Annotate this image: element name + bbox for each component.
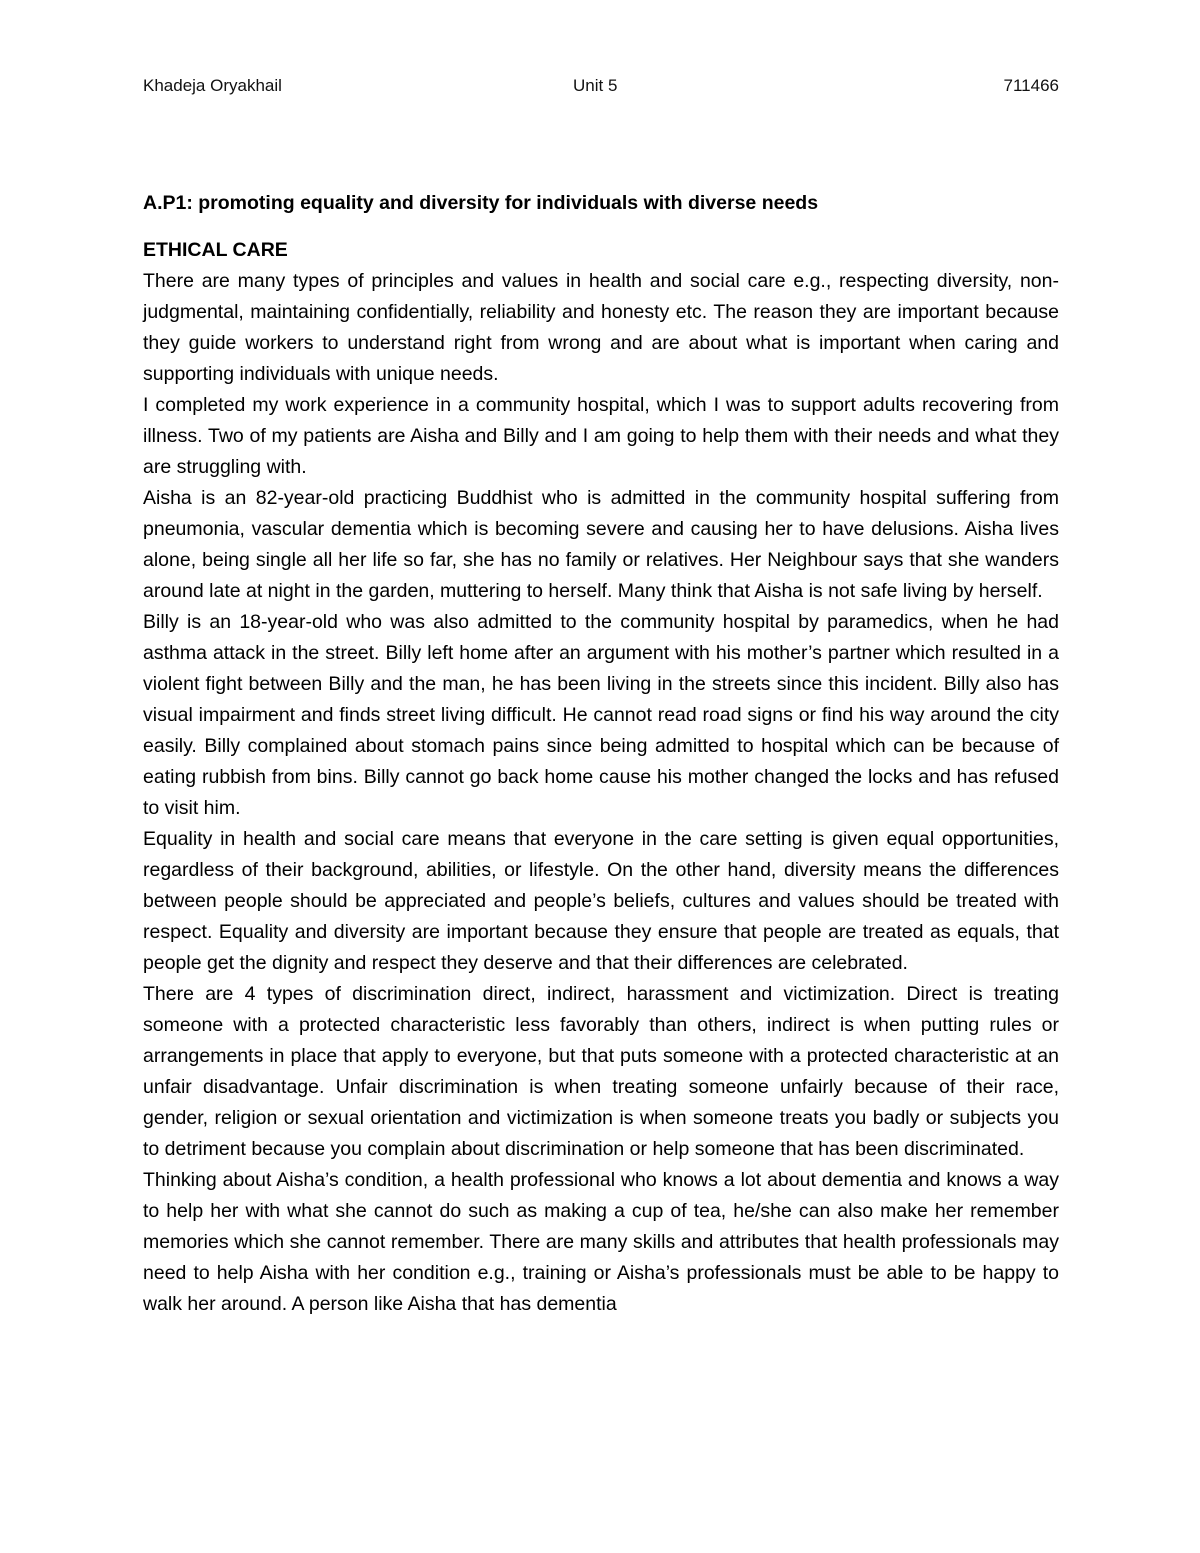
page-header [143, 74, 1059, 98]
section-title: A.P1: promoting equality and diversity for individuals with diverse needs [143, 192, 819, 214]
paragraph: Equality in health and social care means that everyone in the care setting is given equal opportunities, regardless of their background, abilities, or lifestyle. On the other hand, diversity means the differences between people should be appreciated and people’s beliefs, cultures and values should be treated with respect. Equality and diversity are important because they ensure that people are treated as equals, that people get the dignity and respect they deserve and that their differences are celebrated. [143, 828, 1059, 974]
header-author: Khadeja Oryakhail [143, 76, 282, 95]
document-body [143, 188, 1059, 1320]
paragraph: There are many types of principles and values in health and social care e.g., respecting diversity, non-judgmental, maintaining confidentially, reliability and honesty etc. The reason they are important because they guide workers to understand right from wrong and are about what is important when caring and supporting individuals with unique needs. [143, 270, 1059, 385]
header-student-id: 711466 [1003, 76, 1059, 95]
header-unit: Unit 5 [573, 76, 618, 95]
paragraph: Billy is an 18-year-old who was also admitted to the community hospital by paramedics, when he had asthma attack in the street. Billy left home after an argument with his mother’s partner which resulted in a violent fight between Billy and the man, he has been living in the streets since this incident. Billy also has visual impairment and finds street living difficult. He cannot read road signs or find his way around the city easily. Billy complained about stomach pains since being admitted to hospital which can be because of eating rubbish from bins. Billy cannot go back home cause his mother changed the locks and has refused to visit him. [143, 611, 1059, 819]
paragraph: I completed my work experience in a community hospital, which I was to support adults recovering from illness. Two of my patients are Aisha and Billy and I am going to help them with their needs and what they are struggling with. [143, 394, 1059, 478]
paragraph: Aisha is an 82-year-old practicing Buddhist who is admitted in the community hospital suffering from pneumonia, vascular dementia which is becoming severe and causing her to have delusions. Aisha lives alone, being single all her life so far, she has no family or relatives. Her Neighbour says that she wanders around late at night in the garden, muttering to herself. Many think that Aisha is not safe living by herself. [143, 487, 1059, 602]
paragraph: There are 4 types of discrimination direct, indirect, harassment and victimization. Direct is treating someone with a protected characteristic less favorably than others, indirect is when putting rules or arrangements in place that apply to everyone, but that puts someone with a protected characteristic at an unfair disadvantage. Unfair discrimination is when treating someone unfairly because of their race, gender, religion or sexual orientation and victimization is when someone treats you badly or subjects you to detriment because you complain about discrimination or help someone that has been discriminated. [143, 983, 1059, 1160]
subheading-ethical-care: ETHICAL CARE [143, 239, 288, 261]
paragraph: Thinking about Aisha’s condition, a health professional who knows a lot about dementia and knows a way to help her with what she cannot do such as making a cup of tea, he/she can also make her remember memories which she cannot remember. There are many skills and attributes that health professionals may need to help Aisha with her condition e.g., training or Aisha’s professionals must be able to be happy to walk her around. A person like Aisha that has dementia [143, 1169, 1059, 1315]
